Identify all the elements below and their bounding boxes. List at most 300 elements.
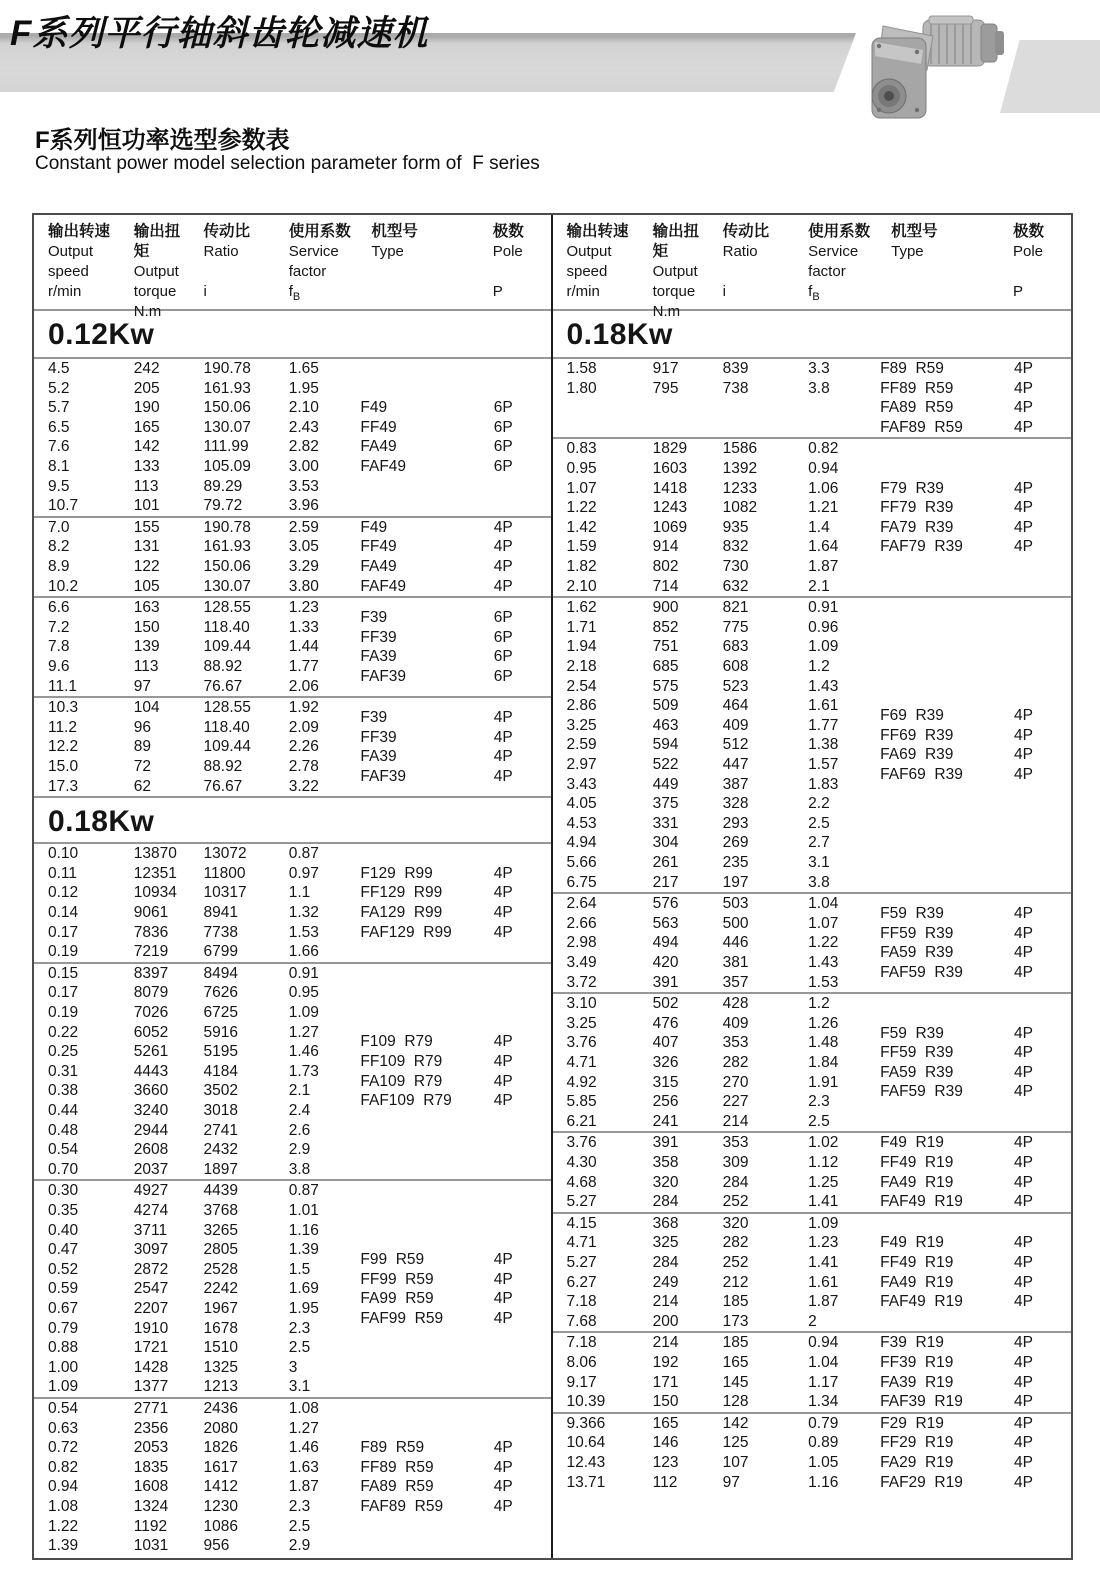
type-row: [879, 359, 1071, 379]
service-factor-cell: 2.06: [288, 677, 319, 695]
pole-value: 4P: [493, 709, 513, 726]
pole-value: 4P: [493, 767, 513, 785]
ratio-cell: 107: [722, 1453, 749, 1471]
output-speed-cell: 0.94: [48, 1478, 79, 1496]
parameter-group: [34, 962, 551, 1180]
ratio-cell: 76.67: [203, 677, 243, 695]
ratio-cell: 632: [722, 577, 749, 595]
parameter-group: [553, 1212, 1072, 1332]
output-speed-cell: 4.53: [566, 814, 597, 832]
model-code: FA39 R19: [880, 1373, 954, 1391]
type-row: [359, 1032, 550, 1052]
service-factor-cell: 1.04: [808, 895, 839, 913]
ratio-cell: 357: [722, 973, 749, 991]
ratio-cell: 6799: [203, 943, 238, 961]
output-speed-cell: 2.59: [566, 736, 597, 754]
header-type: 机型号 Type: [891, 223, 938, 260]
output-torque-cell: 150: [652, 1393, 679, 1411]
ratio-cell: 5195: [203, 1043, 238, 1061]
output-speed-cell: 5.27: [566, 1253, 597, 1271]
parameter-group: [553, 992, 1072, 1131]
ratio-cell: 409: [722, 1014, 749, 1032]
service-factor-cell: 2.6: [288, 1121, 311, 1139]
output-speed-cell: 5.66: [566, 853, 597, 871]
type-row: [879, 498, 1071, 518]
output-torque-cell: 2608: [133, 1141, 169, 1159]
output-torque-cell: 284: [652, 1253, 679, 1271]
service-factor-cell: 1.27: [288, 1419, 319, 1437]
ratio-cell: 1086: [203, 1517, 238, 1535]
service-factor-cell: 1.32: [288, 903, 319, 921]
type-labels: [359, 518, 550, 596]
type-labels: [359, 964, 550, 1180]
output-torque-cell: 4274: [133, 1201, 169, 1219]
output-torque-cell: 249: [652, 1273, 679, 1291]
output-speed-cell: 0.38: [48, 1082, 79, 1100]
ratio-cell: 428: [722, 995, 749, 1013]
ratio-cell: 1325: [203, 1358, 238, 1376]
ratio-cell: 197: [722, 873, 749, 891]
output-speed-cell: 7.0: [48, 518, 70, 536]
service-factor-cell: 2.5: [288, 1517, 311, 1535]
type-row: [359, 747, 550, 767]
output-speed-cell: 1.42: [566, 518, 597, 536]
pole-value: 4P: [493, 1250, 513, 1268]
output-speed-cell: 1.82: [566, 557, 597, 575]
service-factor-cell: 1.48: [808, 1034, 839, 1052]
output-speed-cell: 3.76: [566, 1034, 597, 1052]
ratio-cell: 730: [722, 557, 749, 575]
output-torque-cell: 391: [652, 1134, 679, 1152]
type-labels: [879, 598, 1071, 892]
service-factor-cell: 3.8: [808, 379, 830, 397]
service-factor-cell: 2.5: [808, 814, 830, 832]
pole-value: 4P: [493, 903, 513, 921]
model-code: F89 R59: [360, 1439, 425, 1457]
type-row: [359, 398, 550, 418]
output-speed-cell: 7.8: [48, 638, 70, 656]
ratio-cell: 252: [722, 1253, 749, 1271]
output-speed-cell: 6.27: [566, 1273, 597, 1291]
ratio-cell: 3265: [203, 1221, 238, 1239]
type-row: [879, 537, 1071, 557]
output-torque-cell: 142: [133, 438, 160, 456]
service-factor-cell: 0.87: [288, 1182, 319, 1200]
output-torque-cell: 463: [652, 716, 679, 734]
output-torque-cell: 325: [652, 1234, 679, 1252]
output-speed-cell: 0.22: [48, 1023, 79, 1041]
page-title: F系列平行轴斜齿轮减速机: [10, 14, 429, 53]
output-torque-cell: 165: [133, 418, 160, 436]
type-row: [359, 903, 550, 923]
header-pole: 极数 Pole P: [492, 223, 524, 300]
service-factor-cell: 1.61: [808, 1273, 839, 1291]
output-speed-cell: 0.35: [48, 1201, 79, 1219]
output-torque-cell: 261: [652, 853, 679, 871]
output-torque-cell: 7836: [133, 923, 169, 941]
ratio-cell: 8494: [203, 964, 238, 982]
type-row: [879, 1353, 1071, 1373]
service-factor-cell: 1.23: [808, 1234, 839, 1252]
service-factor-cell: 1.77: [288, 657, 319, 675]
type-row: [879, 1433, 1071, 1453]
output-torque-cell: 391: [652, 973, 679, 991]
header-service-factor: 使用系数 Service factor $f_B$: [808, 223, 871, 303]
model-code: FF39: [360, 628, 397, 646]
service-factor-cell: 3.96: [288, 497, 319, 515]
model-code: FAF99 R59: [360, 1309, 444, 1327]
ratio-cell: 6725: [203, 1003, 238, 1021]
header-output-speed: 输出转速 Output speed r/min: [566, 223, 629, 300]
service-factor-cell: 0.91: [288, 964, 319, 982]
output-torque-cell: 97: [133, 677, 152, 695]
output-torque-cell: 1377: [133, 1378, 169, 1396]
model-code: F89 R59: [880, 360, 944, 377]
ratio-cell: 227: [722, 1093, 749, 1111]
output-speed-cell: 0.15: [48, 964, 79, 982]
type-row: [879, 398, 1071, 418]
service-factor-cell: 1.63: [288, 1458, 319, 1476]
service-factor-cell: 0.95: [288, 984, 319, 1002]
pole-value: 4P: [493, 1270, 513, 1288]
ratio-cell: 142: [722, 1414, 749, 1432]
ratio-cell: 2805: [203, 1241, 238, 1259]
parameter-group: [553, 892, 1072, 992]
ratio-cell: 11800: [203, 864, 246, 882]
model-code: FAF129 R99: [360, 923, 452, 941]
output-torque-cell: 105: [133, 577, 160, 595]
pole-value: 4P: [1013, 1453, 1033, 1471]
output-torque-cell: 522: [652, 755, 679, 773]
output-torque-cell: 205: [133, 379, 160, 397]
output-torque-cell: 139: [133, 638, 160, 656]
output-speed-cell: 1.58: [566, 360, 597, 377]
pole-value: 4P: [1013, 499, 1033, 517]
output-torque-cell: 200: [652, 1312, 679, 1330]
service-factor-cell: 1.66: [288, 943, 319, 961]
output-torque-cell: 575: [652, 677, 679, 695]
ratio-cell: 381: [722, 953, 749, 971]
type-row: [359, 457, 550, 477]
ratio-cell: 2432: [203, 1141, 238, 1159]
model-code: FF39: [360, 728, 397, 746]
table-right-half: [553, 215, 1072, 1558]
output-speed-cell: 0.25: [48, 1043, 79, 1061]
header-type: 机型号 Type: [371, 223, 418, 260]
service-factor-cell: 2.10: [288, 399, 319, 417]
type-row: [879, 1192, 1071, 1212]
model-code: F49: [360, 518, 388, 536]
service-factor-cell: 1.07: [808, 914, 839, 932]
output-speed-cell: 5.7: [48, 399, 70, 417]
output-torque-cell: 900: [652, 599, 679, 617]
output-speed-cell: 1.80: [566, 379, 597, 397]
output-speed-cell: 4.92: [566, 1073, 597, 1091]
output-speed-cell: 3.25: [566, 1014, 597, 1032]
model-code: F59 R39: [880, 1024, 944, 1042]
output-torque-cell: 358: [652, 1153, 679, 1171]
output-speed-cell: 1.71: [566, 618, 597, 636]
model-code: FA49 R19: [880, 1173, 954, 1191]
pole-value: 4P: [493, 518, 513, 536]
service-factor-cell: 1.22: [808, 934, 839, 952]
output-speed-cell: 1.94: [566, 638, 597, 656]
ratio-cell: 7626: [203, 984, 238, 1002]
output-torque-cell: 146: [652, 1434, 679, 1452]
service-factor-cell: 1.01: [288, 1201, 319, 1219]
ratio-cell: 1213: [203, 1378, 238, 1396]
type-row: [359, 767, 550, 787]
pole-value: 4P: [1013, 538, 1033, 556]
model-code: FA89 R59: [880, 399, 954, 417]
ratio-cell: 130.07: [203, 418, 251, 436]
model-code: F39: [360, 609, 388, 626]
output-speed-cell: 5.2: [48, 379, 70, 397]
ratio-cell: 3768: [203, 1201, 238, 1219]
pole-value: 4P: [493, 538, 513, 556]
ratio-cell: 128.55: [203, 699, 251, 717]
ratio-cell: 270: [722, 1073, 749, 1091]
output-torque-cell: 217: [652, 873, 679, 891]
ratio-cell: 161.93: [203, 538, 251, 556]
pole-value: 6P: [493, 399, 513, 417]
type-row: [359, 923, 550, 943]
type-row: [359, 1438, 550, 1458]
output-speed-cell: 0.79: [48, 1319, 79, 1337]
type-row: [359, 608, 550, 628]
output-speed-cell: 0.88: [48, 1339, 79, 1357]
output-torque-cell: 8397: [133, 964, 169, 982]
ratio-cell: 353: [722, 1134, 749, 1152]
ratio-cell: 5916: [203, 1023, 238, 1041]
ratio-cell: 1617: [203, 1458, 238, 1476]
gear-reducer-image: [845, 4, 1020, 126]
service-factor-cell: 1.25: [808, 1173, 839, 1191]
service-factor-cell: 1.73: [288, 1062, 319, 1080]
type-row: [879, 963, 1071, 983]
output-speed-cell: 0.17: [48, 923, 79, 941]
pole-value: 4P: [1013, 1414, 1033, 1432]
output-speed-cell: 0.40: [48, 1221, 79, 1239]
output-torque-cell: 1243: [652, 499, 688, 517]
service-factor-cell: 1.41: [808, 1193, 839, 1211]
ratio-cell: 88.92: [203, 657, 243, 675]
ratio-cell: 282: [722, 1053, 749, 1071]
model-code: F109 R79: [360, 1033, 433, 1051]
output-speed-cell: 5.85: [566, 1093, 597, 1111]
type-row: [879, 1273, 1071, 1293]
output-speed-cell: 0.19: [48, 943, 79, 961]
model-code: FF59 R39: [880, 924, 954, 942]
output-torque-cell: 122: [133, 557, 160, 575]
service-factor-cell: 1.84: [808, 1053, 839, 1071]
ratio-cell: 190.78: [203, 518, 251, 536]
right-data-stack: [553, 311, 1072, 1558]
service-factor-cell: 1.43: [808, 953, 839, 971]
ratio-cell: 212: [722, 1273, 749, 1291]
service-factor-cell: 1.53: [288, 923, 319, 941]
model-code: FA59 R39: [880, 1063, 954, 1081]
ratio-cell: 214: [722, 1112, 749, 1130]
pole-value: 4P: [1013, 1063, 1033, 1081]
output-torque-cell: 8079: [133, 984, 169, 1002]
service-factor-cell: 3.1: [288, 1378, 311, 1396]
output-torque-cell: 12351: [133, 864, 177, 882]
header-output-torque: 输出扭矩 Output torque N.m: [133, 223, 181, 320]
ratio-cell: 839: [722, 360, 749, 377]
pole-value: 4P: [1013, 1083, 1033, 1101]
type-row: [879, 1233, 1071, 1253]
type-row: [359, 557, 550, 577]
model-code: FAF29 R19: [880, 1473, 963, 1491]
type-labels: [359, 1181, 550, 1397]
service-factor-cell: 2.59: [288, 518, 319, 536]
ratio-cell: 512: [722, 736, 749, 754]
type-row: [879, 518, 1071, 538]
pole-value: 4P: [1013, 1273, 1033, 1291]
type-row: [359, 418, 550, 438]
type-row: [879, 1253, 1071, 1273]
service-factor-cell: 1.2: [808, 657, 830, 675]
output-torque-cell: 3711: [133, 1221, 168, 1239]
pole-value: 4P: [1013, 479, 1033, 497]
pole-value: 4P: [493, 577, 513, 595]
service-factor-cell: 1.16: [288, 1221, 319, 1239]
ratio-cell: 1897: [203, 1160, 238, 1178]
output-speed-cell: 10.39: [566, 1393, 606, 1411]
ratio-cell: 111.99: [203, 438, 249, 456]
service-factor-cell: 1.17: [808, 1373, 839, 1391]
output-torque-cell: 2771: [133, 1399, 169, 1417]
pole-value: 4P: [1013, 1393, 1033, 1411]
pole-value: 4P: [1013, 399, 1033, 417]
service-factor-cell: 1.87: [808, 1293, 839, 1311]
output-torque-cell: 3097: [133, 1241, 169, 1259]
output-speed-cell: 0.30: [48, 1182, 79, 1200]
type-labels: [359, 598, 550, 696]
output-speed-cell: 6.6: [48, 599, 70, 617]
service-factor-cell: 1.05: [808, 1453, 839, 1471]
service-factor-cell: 2.9: [288, 1537, 311, 1555]
output-torque-cell: 192: [652, 1353, 679, 1371]
service-factor-cell: 0.97: [288, 864, 319, 882]
ratio-cell: 683: [722, 638, 749, 656]
ratio-cell: 320: [722, 1214, 749, 1232]
output-speed-cell: 0.52: [48, 1260, 79, 1278]
pole-value: 4P: [1013, 1334, 1033, 1352]
service-factor-cell: 1.12: [808, 1153, 839, 1171]
service-factor-cell: 3.8: [808, 873, 830, 891]
pole-value: 4P: [493, 864, 513, 882]
output-torque-cell: 155: [133, 518, 160, 536]
output-speed-cell: 4.71: [566, 1053, 597, 1071]
ratio-cell: 185: [722, 1293, 749, 1311]
service-factor-cell: 1.92: [288, 699, 319, 717]
model-code: FAF89 R59: [880, 418, 963, 436]
type-row: [359, 1458, 550, 1478]
pole-value: 4P: [493, 728, 513, 746]
model-code: FAF89 R59: [360, 1497, 444, 1515]
output-speed-cell: 10.3: [48, 699, 79, 717]
ratio-cell: 79.72: [203, 497, 243, 515]
service-factor-cell: 3.1: [808, 853, 830, 871]
model-code: FAF39: [360, 767, 407, 785]
ratio-cell: 185: [722, 1334, 749, 1352]
type-labels: [359, 359, 550, 516]
output-torque-cell: 1829: [652, 440, 688, 458]
ratio-cell: 235: [722, 853, 749, 871]
output-torque-cell: 509: [652, 697, 679, 715]
output-torque-cell: 171: [652, 1373, 679, 1391]
ratio-cell: 150.06: [203, 557, 251, 575]
pole-value: 6P: [493, 609, 513, 626]
output-speed-cell: 0.54: [48, 1399, 79, 1417]
service-factor-cell: 3: [288, 1358, 298, 1376]
ratio-cell: 3018: [203, 1101, 238, 1119]
service-factor-cell: 0.94: [808, 459, 839, 477]
output-speed-cell: 0.48: [48, 1121, 79, 1139]
ratio-cell: 935: [722, 518, 749, 536]
output-torque-cell: 1031: [133, 1537, 169, 1555]
service-factor-cell: 1.61: [808, 697, 839, 715]
output-torque-cell: 9061: [133, 903, 169, 921]
service-factor-cell: 1.21: [808, 499, 839, 517]
service-factor-cell: 1.08: [288, 1399, 319, 1417]
output-torque-cell: 10934: [133, 884, 177, 902]
service-factor-cell: 1.57: [808, 755, 839, 773]
service-factor-cell: 1.02: [808, 1134, 839, 1152]
type-row: [879, 765, 1071, 785]
model-code: FA49 R19: [880, 1273, 954, 1291]
model-code: FAF109 R79: [360, 1092, 452, 1110]
output-speed-cell: 15.0: [48, 757, 79, 775]
output-torque-cell: 89: [133, 738, 152, 756]
type-row: [359, 708, 550, 728]
model-code: FF89 R59: [360, 1458, 434, 1476]
service-factor-cell: 2.3: [288, 1319, 311, 1337]
ratio-cell: 89.29: [203, 477, 243, 495]
ratio-cell: 2080: [203, 1419, 238, 1437]
output-torque-cell: 852: [652, 618, 679, 636]
pole-value: 6P: [493, 628, 513, 646]
parameter-group: [553, 1131, 1072, 1211]
output-speed-cell: 4.5: [48, 360, 70, 377]
output-torque-cell: 2053: [133, 1439, 169, 1457]
output-torque-cell: 2944: [133, 1121, 169, 1139]
service-factor-cell: 1.27: [288, 1023, 319, 1041]
pole-value: 4P: [1013, 360, 1033, 377]
output-speed-cell: 0.47: [48, 1241, 79, 1259]
output-speed-cell: 0.11: [48, 864, 78, 882]
model-code: F99 R59: [360, 1250, 425, 1268]
output-speed-cell: 4.15: [566, 1214, 597, 1232]
service-factor-cell: 1.87: [288, 1478, 319, 1496]
output-speed-cell: 1.09: [48, 1378, 79, 1396]
pole-value: 4P: [1013, 1134, 1033, 1152]
pole-value: 4P: [493, 1290, 513, 1308]
pole-value: 6P: [493, 418, 513, 436]
ratio-cell: 128.55: [203, 599, 251, 617]
pole-value: 4P: [1013, 1253, 1033, 1271]
ratio-cell: 88.92: [203, 757, 243, 775]
output-speed-cell: 1.22: [48, 1517, 79, 1535]
ratio-cell: 173: [722, 1312, 749, 1330]
ratio-cell: 145: [722, 1373, 749, 1391]
service-factor-cell: 3.80: [288, 577, 319, 595]
service-factor-cell: 3.53: [288, 477, 319, 495]
output-torque-cell: 476: [652, 1014, 679, 1032]
pole-value: 4P: [493, 1497, 513, 1515]
